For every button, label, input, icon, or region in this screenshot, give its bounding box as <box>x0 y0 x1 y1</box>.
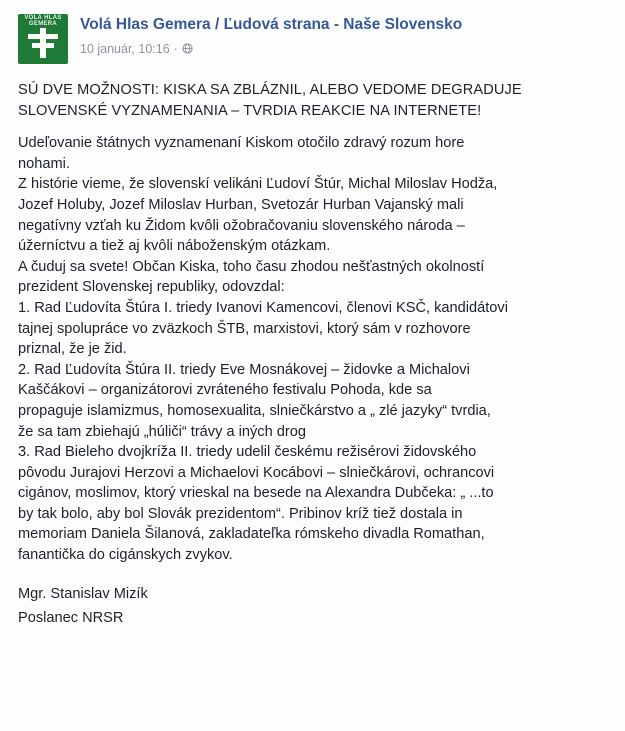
meta-separator: · <box>173 42 178 56</box>
double-cross-logo-icon <box>18 14 68 64</box>
globe-icon[interactable] <box>182 43 193 54</box>
post-content <box>18 80 618 630</box>
avatar-text: VOLÁ HLAS GEMERA <box>24 15 62 27</box>
body-line: cigánov, moslimov, ktorý vrieskal na besede na Alexandra Dubčeka: „ ...to <box>18 485 494 502</box>
body-line: 1. Rad Ľudovíta Štúra I. triedy Ivanovi Kamencovi, členovi KSČ, kandidátovi <box>18 299 508 316</box>
body-line: Z histórie vieme, že slovenskí velikáni Ľudoví Štúr, Michal Miloslav Hodža, <box>18 176 498 193</box>
headline-line: SLOVENSKÉ VYZNAMENANIA – TVRDIA REAKCIE NA INTERNETE! <box>18 102 482 119</box>
body-line: Udeľovanie štátnych vyznamenaní Kiskom otočilo zdravý rozum hore <box>18 135 465 152</box>
headline-line: SÚ DVE MOŽNOSTI: KISKA SA ZBLÁZNIL, ALEBO VEDOME DEGRADUJE <box>18 82 522 98</box>
signature-title: Poslanec NRSR <box>18 609 124 626</box>
page-name-link[interactable]: Volá Hlas Gemera / Ľudová strana - Naše Slovensko <box>80 16 463 33</box>
body-line: úžerníctvu a tiež aj kvôli náboženským otázkam. <box>18 238 331 255</box>
body-line: Kaščákovi – organizátorovi zvráteného festivalu Pohoda, kde sa <box>18 382 432 399</box>
post-meta <box>80 42 193 56</box>
body-line: 2. Rad Ľudovíta Štúra II. triedy Eve Mosnákovej – židovke a Michalovi <box>18 361 470 378</box>
body-line: pôvodu Jurajovi Herzovi a Michaelovi Kocábovi – slniečkárovi, ochrancovi <box>18 464 495 481</box>
post-timestamp[interactable]: 10 január, 10:16 <box>80 42 170 56</box>
body-line: prezident Slovenskej republiky, odovzdal: <box>18 279 285 296</box>
body-line: nohami. <box>18 155 70 172</box>
avatar[interactable] <box>18 14 68 64</box>
post-headline <box>18 80 618 121</box>
body-line: A čuduj sa svete! Občan Kiska, toho času zhodou nešťastných okolností <box>18 258 485 275</box>
body-line: by tak bolo, aby bol Slovák prezidentom“. Pribinov kríž tiež dostala in <box>18 505 463 522</box>
body-line: že sa tam zbiehajú „húliči“ trávy a iných drog <box>18 423 306 440</box>
body-line: tajnej spolupráce vo zväzkoch ŠTB, marxistovi, ktorý sám v rozhovore <box>18 320 471 337</box>
post-signature <box>18 582 618 630</box>
body-line: negatívny vzťah ku Židom kvôli ožobračovaniu slovenského národa – <box>18 217 465 234</box>
signature-name: Mgr. Stanislav Mizík <box>18 585 148 602</box>
body-line: propaguje islamizmus, homosexualita, slniečkárstvo a „ zlé jazyky“ tvrdia, <box>18 402 491 419</box>
body-line: fanantička do cigánskych zvykov. <box>18 547 233 564</box>
body-line: 3. Rad Bieleho dvojkríža II. triedy udelil českému režisérovi židovského <box>18 444 477 461</box>
post-header <box>18 10 613 62</box>
post-body <box>18 133 618 565</box>
body-line: memoriam Daniela Šilanová, zakladateľka rómskeho divadla Romathan, <box>18 526 485 543</box>
body-line: Jozef Holuby, Jozef Miloslav Hurban, Svetozár Hurban Vajanský mali <box>18 196 464 213</box>
body-line: priznal, že je žid. <box>18 341 127 358</box>
